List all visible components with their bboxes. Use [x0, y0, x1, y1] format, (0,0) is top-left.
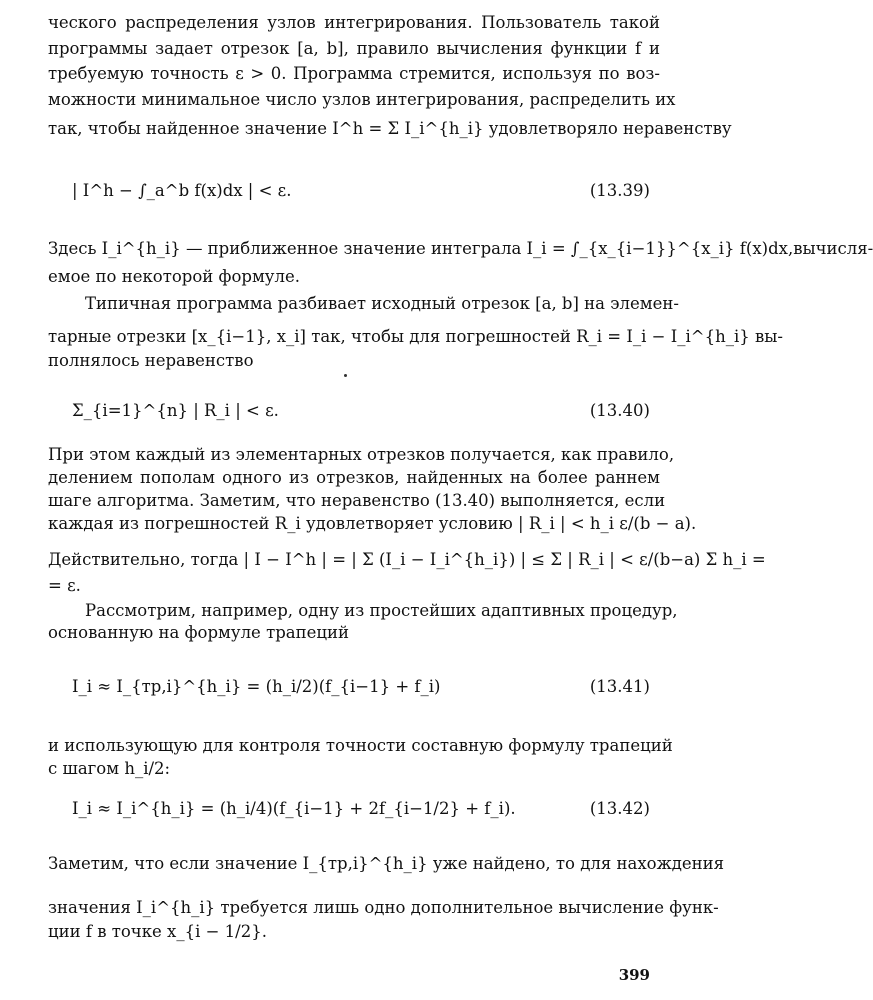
equation-number: (13.41): [589, 677, 650, 696]
text-line: значения I_i^{h_i} требуется лишь одно дополнительное вычисление функ-: [48, 898, 719, 917]
text-line: с шагом h_i/2:: [48, 759, 171, 778]
equation-13-41: I_i ≈ I_{тр,i}^{h_i} = (h_i/2)(f_{i−1} + f_i): [72, 677, 441, 696]
text-line: тарные отрезки [x_{i−1}, x_i] так, чтобы для погрешностей R_i = I_i − I_i^{h_i} вы-: [48, 327, 783, 346]
equation-13-40: Σ_{i=1}^{n} | R_i | < ε.: [72, 401, 279, 420]
text-line: требуемую точность ε > 0. Программа стремится, используя по воз-: [48, 64, 660, 83]
text-line: Здесь I_i^{h_i} — приближенное значение интеграла I_i = ∫_{x_{i−1}}^{x_i} f(x)dx,вычисля-: [48, 239, 873, 258]
text-line: Типичная программа разбивает исходный отрезок [a, b] на элемен-: [85, 294, 679, 313]
text-line: ции f в точке x_{i − 1/2}.: [48, 922, 267, 941]
text-line: основанную на формуле трапеций: [48, 623, 349, 642]
page-number: 399: [618, 966, 650, 984]
text-line: Действительно, тогда | I − I^h | = | Σ (I_i − I_i^{h_i}) | ≤ Σ | R_i | < ε/(b−a) Σ h_i =: [48, 550, 766, 569]
text-line: емое по некоторой формуле.: [48, 267, 300, 286]
text-line: Заметим, что если значение I_{тр,i}^{h_i} уже найдено, то для нахождения: [48, 854, 725, 873]
text-line: каждая из погрешностей R_i удовлетворяет условию | R_i | < h_i ε/(b − a).: [48, 514, 697, 533]
text-line: и использующую для контроля точности составную формулу трапеций: [48, 736, 673, 755]
text-line: Рассмотрим, например, одну из простейших адаптивных процедур,: [85, 601, 678, 620]
text-line: = ε.: [48, 576, 81, 595]
text-line: ческого распределения узлов интегрирования. Пользователь такой: [48, 13, 660, 32]
text-line: программы задает отрезок [a, b], правило вычисления функции f и: [48, 39, 660, 58]
equation-number: (13.39): [589, 181, 650, 200]
text-line: При этом каждый из элементарных отрезков получается, как правило,: [48, 445, 675, 464]
text-line: делением пополам одного из отрезков, найденных на более раннем: [48, 468, 660, 487]
equation-number: (13.40): [589, 401, 650, 420]
text-line: можности минимальное число узлов интегрирования, распределить их: [48, 90, 676, 109]
print-speck: [344, 374, 347, 377]
text-line: так, чтобы найденное значение I^h = Σ I_i^{h_i} удовлетворяло неравенству: [48, 119, 732, 138]
text-line: полнялось неравенство: [48, 351, 254, 370]
equation-number: (13.42): [589, 799, 650, 818]
equation-13-39: | I^h − ∫_a^b f(x)dx | < ε.: [72, 181, 292, 200]
equation-13-42: I_i ≈ I_i^{h_i} = (h_i/4)(f_{i−1} + 2f_{i−1/2} + f_i).: [72, 799, 516, 818]
text-line: шаге алгоритма. Заметим, что неравенство (13.40) выполняется, если: [48, 491, 666, 510]
